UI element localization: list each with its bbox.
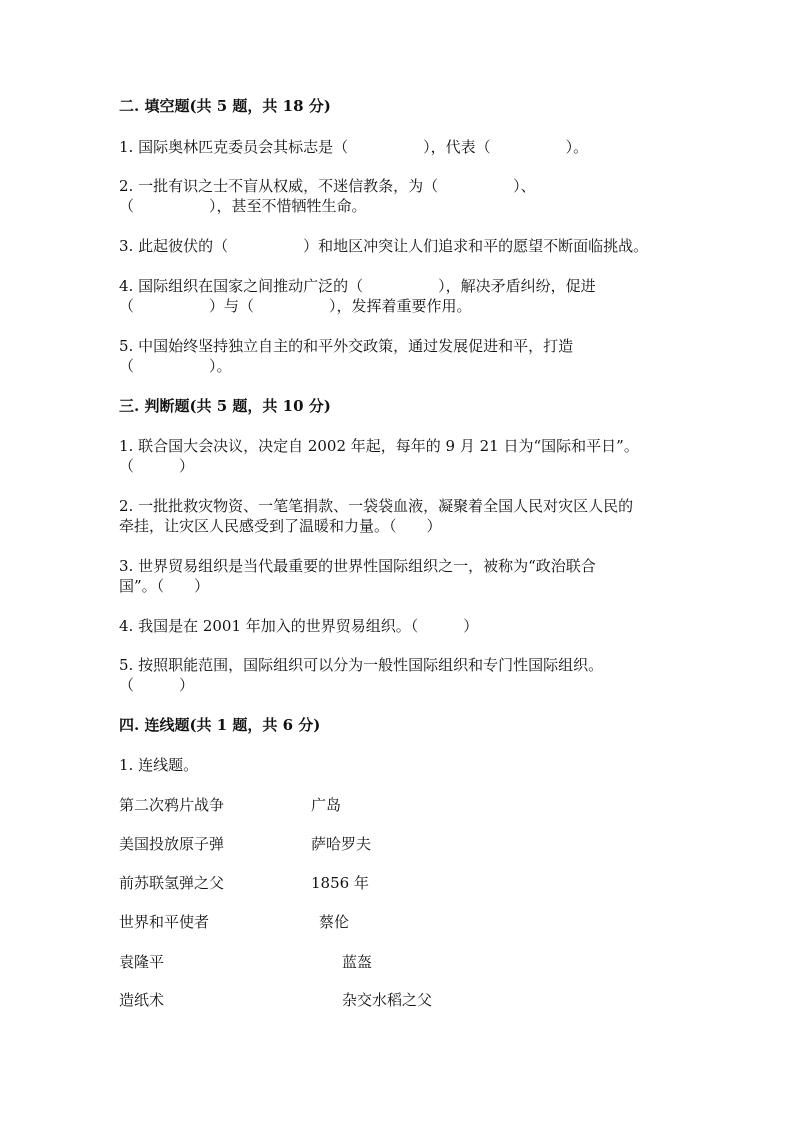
question-line: 1. 联合国大会决议，决定自 2002 年起，每年的 9 月 21 日为“国际和平日”。 (119, 437, 639, 455)
matching-left-item: 造纸术 (119, 991, 165, 1009)
question-line: （ ）。 (119, 357, 232, 375)
question-line: 国”。（ ） (119, 577, 210, 595)
question-line: （ ） (119, 457, 195, 475)
question-line: 牵挂，让灾区人民感受到了温暖和力量。（ ） (119, 517, 442, 535)
question-line: 4. 国际组织在国家之间推动广泛的（ ），解决矛盾纠纷，促进 (119, 277, 596, 295)
matching-right-item: 1856 年 (311, 874, 369, 892)
question-line: 4. 我国是在 2001 年加入的世界贸易组织。（ ） (119, 617, 479, 635)
matching-prompt: 1. 连线题。 (119, 756, 199, 774)
matching-right-item: 蔡伦 (319, 913, 350, 931)
question-line: （ ），甚至不惜牺牲生命。 (119, 197, 367, 215)
section-heading-matching: 四. 连线题(共 1 题，共 6 分) (119, 716, 321, 734)
matching-left-item: 袁隆平 (119, 953, 165, 971)
question-line: 3. 此起彼伏的（ ）和地区冲突让人们追求和平的愿望不断面临挑战。 (119, 237, 649, 255)
matching-left-item: 世界和平使者 (119, 913, 210, 931)
matching-right-item: 广岛 (311, 796, 342, 814)
question-line: 2. 一批有识之士不盲从权威，不迷信教条，为（ ）、 (119, 177, 536, 195)
question-line: 5. 按照职能范围，国际组织可以分为一般性国际组织和专门性国际组织。 (119, 656, 604, 674)
matching-left-item: 前苏联氢弹之父 (119, 874, 225, 892)
section-heading-true-false: 三. 判断题(共 5 题，共 10 分) (119, 397, 331, 415)
question-line: 5. 中国始终坚持独立自主的和平外交政策，通过发展促进和平，打造 (119, 337, 574, 355)
question-line: 1. 国际奥林匹克委员会其标志是（ ），代表（ ）。 (119, 138, 589, 156)
matching-left-item: 第二次鸦片战争 (119, 796, 225, 814)
matching-right-item: 杂交水稻之父 (342, 991, 433, 1009)
matching-left-item: 美国投放原子弹 (119, 835, 225, 853)
matching-right-item: 萨哈罗夫 (311, 835, 372, 853)
question-line: 2. 一批批救灾物资、一笔笔捐款、一袋袋血液，凝聚着全国人民对灾区人民的 (119, 497, 634, 515)
question-line: 3. 世界贸易组织是当代最重要的世界性国际组织之一，被称为“政治联合 (119, 557, 596, 575)
question-line: （ ）与（ ），发挥着重要作用。 (119, 297, 472, 315)
question-line: （ ） (119, 676, 195, 694)
matching-right-item: 蓝盔 (342, 953, 373, 971)
section-heading-fill-blank: 二. 填空题(共 5 题，共 18 分) (119, 97, 331, 115)
